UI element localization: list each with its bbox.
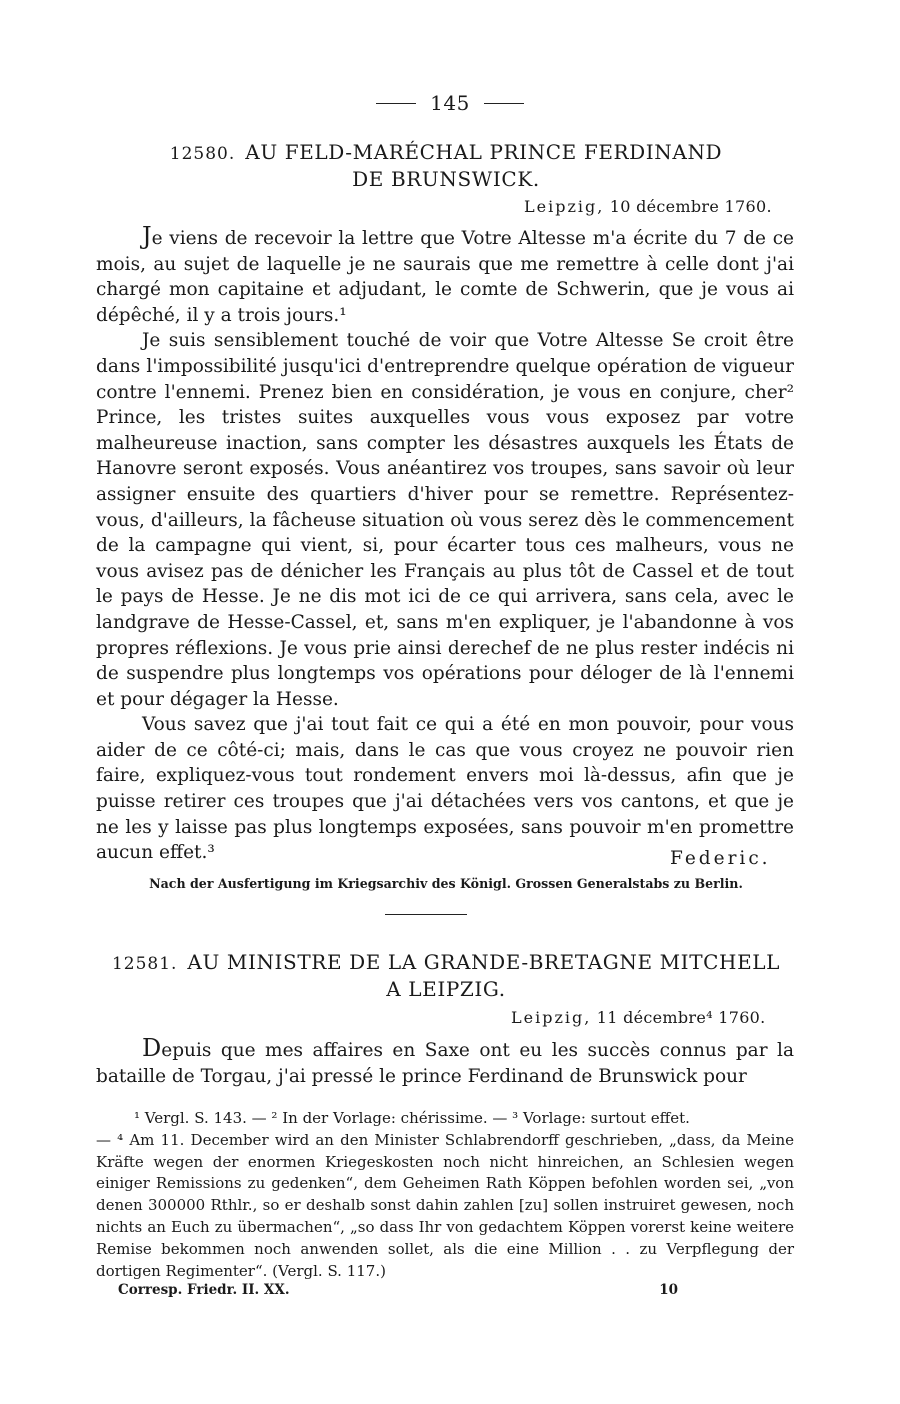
letter-number: 12581. — [111, 954, 178, 974]
dateline-date: 10 décembre 1760. — [609, 197, 772, 216]
section-separator — [385, 914, 467, 915]
paragraph: Depuis que mes affaires en Saxe ont eu les succès connus par la bataille de Torgau, j'ai pressé le prince Ferdinand de Brunswick pour — [96, 1034, 794, 1087]
footnote-line: ¹ Vergl. S. 143. — ² In der Vorlage: chérissime. — ³ Vorlage: surtout effet. — [134, 1109, 690, 1127]
footnote-4: — ⁴ Am 11. December wird an den Minister Schlabrendorff geschrieben, „dass, da Meine Kräfte wegen der enormen Kriegeskosten noch nicht hinreichen, an Schlesien wegen einiger Remissions zu gedenken“, dem Geheimen Rath Köppen befohlen worden sei, „von denen 300000 Rthlr., so er deshalb sonst dahin zahlen [zu] sollen instruiret gewesen, noch nichts an Euch zu übermachen“, „so dass Ihr von gedachtem Köppen vorerst keine weitere Remise bekommen noch anwenden sollet, als die eine Million . . zu Verpflegung der dortigen Regimenter“. (Vergl. S. 117.) — [96, 1130, 794, 1280]
letter-number: 12580. — [169, 144, 236, 164]
letter-title-line2: A LEIPZIG. — [386, 977, 506, 1001]
paragraph: Je viens de recevoir la lettre que Votre Altesse m'a écrite du 7 de ce mois, au sujet de laquelle je ne saurais que me remettre à celle dont j'ai chargé mon capitaine et adjudant, le comte de Schwerin, que je vous ai dépêché, il y a trois jours.¹ — [96, 222, 794, 326]
paragraph: Vous savez que j'ai tout fait ce qui a été en mon pouvoir, pour vous aider de ce côté-ci; mais, dans le cas que vous croyez ne pouvoir rien faire, expliquez-vous tout rondement envers moi là-dessus, afin que je puisse retirer ces troupes que j'ai détachées vers vos cantons, et que je ne les y laisse pas plus longtemps exposées, sans pouvoir m'en promettre aucun effet.³ — [96, 714, 794, 864]
dateline-date: 11 décembre⁴ 1760. — [596, 1008, 766, 1027]
letter-body-12581 — [96, 1036, 794, 1089]
letter-heading-line1 — [96, 950, 796, 977]
letter-heading-12581 — [96, 950, 796, 1002]
dateline-place: Leipzig, — [511, 1008, 592, 1027]
footer-sheet-number: 10 — [659, 1282, 678, 1298]
letter-heading-line1 — [96, 140, 796, 167]
letter-dateline — [511, 1008, 766, 1027]
dateline-place: Leipzig, — [524, 197, 605, 216]
page-footer — [118, 1282, 678, 1298]
footer-signature-mark: Corresp. Friedr. II. XX. — [118, 1282, 290, 1298]
header-rule-left — [376, 103, 416, 104]
letter-heading-12580 — [96, 140, 796, 192]
source-note: Nach der Ausfertigung im Kriegsarchiv des Königl. Grossen Generalstabs zu Berlin. — [149, 876, 743, 891]
letter-dateline — [524, 197, 772, 216]
page-number: 145 — [430, 91, 470, 115]
footnotes — [96, 1108, 794, 1282]
signature: Federic. — [670, 848, 771, 869]
letter-title-line2: DE BRUNSWICK. — [352, 167, 540, 191]
letter-body-12580 — [96, 224, 794, 866]
header-rule-right — [484, 103, 524, 104]
page-header — [0, 88, 900, 118]
letter-title-line1: AU FELD-MARÉCHAL PRINCE FERDINAND — [245, 140, 723, 164]
letter-title-line1: AU MINISTRE DE LA GRANDE-BRETAGNE MITCHELL — [187, 950, 781, 974]
paragraph: Je suis sensiblement touché de voir que Votre Altesse Se croit être dans l'impossibilité jusqu'ici d'entreprendre quelque opération de vigueur contre l'ennemi. Prenez bien en considération, je vous en conjure, cher² Prince, les tristes suites auxquelles vous vous exposez par votre malheureuse inaction, sans compter les désastres auxquels les États de Hanovre seront exposés. Vous anéantirez vos troupes, sans savoir où leur assigner ensuite des quartiers d'hiver pour se remettre. Représentez-vous, d'ailleurs, la fâcheuse situation où vous serez dès le commencement de la campagne qui vient, si, pour écarter tous ces malheurs, vous ne vous avisez pas de dénicher les Français au plus tôt de Cassel et de tout le pays de Hesse. Je ne dis mot ici de ce qui arrivera, sans cela, avec le landgrave de Hesse-Cassel, et, sans m'en expliquer, je l'abandonne à vos propres réflexions. Je vous prie ainsi derechef de ne plus rester indécis ni de suspendre plus longtemps vos opérations pour déloger de là l'ennemi et pour dégager la Hesse. — [96, 330, 794, 710]
